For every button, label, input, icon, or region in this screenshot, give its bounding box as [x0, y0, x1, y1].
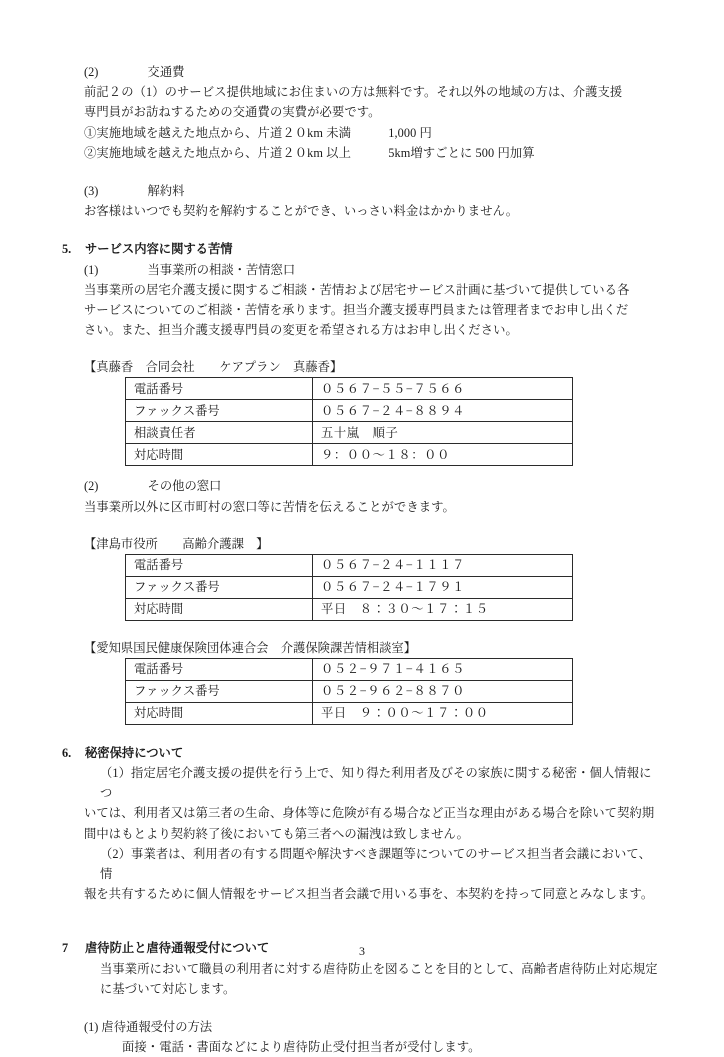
- subsection-heading-report-method: [84, 1017, 662, 1037]
- row-label: 対応時間: [126, 444, 313, 466]
- contact-table-caption-federation: 【愛知県国民健康保険団体連合会 介護保険課苦情相談室】: [84, 640, 417, 655]
- contact-table-city-hall: [125, 554, 573, 621]
- spacer: [62, 999, 662, 1017]
- contact-table-caption-office: 【真藤香 合同会社 ケアプラン 真藤香】: [84, 360, 343, 375]
- table-row: [126, 422, 573, 444]
- transport-body-line1: 前記２の（1）のサービス提供地域にお住まいの方は無料です。それ以外の地域の方は、介護支援: [84, 85, 623, 100]
- subsection-heading-transport: [84, 62, 662, 82]
- spacer: [62, 725, 662, 743]
- table-row: [126, 702, 573, 724]
- contact-table-federation: [125, 658, 573, 725]
- table-row: [126, 598, 573, 620]
- row-label: ファックス番号: [126, 576, 313, 598]
- cancellation-body: お客様はいつでも契約を解約することができ、いっさい料金はかかりません。: [84, 204, 519, 219]
- page-number: 3: [359, 944, 365, 958]
- spacer: [62, 904, 662, 938]
- subsection-title: 解約料: [147, 184, 185, 199]
- row-label: ファックス番号: [126, 680, 313, 702]
- spacer: [62, 466, 662, 476]
- row-label: 相談責任者: [126, 422, 313, 444]
- row-value: ０５６７−５５−７５６６: [313, 378, 573, 400]
- confidentiality-p1-line1: （1）指定居宅介護支援の提供を行う上で、知り得た利用者及びその家族に関する秘密・個人情報につ: [100, 766, 652, 801]
- other-desk-body: 当事業所以外に区市町村の窓口等に苦情を伝えることができます。: [84, 499, 455, 514]
- row-value: 五十嵐 順子: [313, 422, 573, 444]
- transport-bullet-2: ②実施地域を越えた地点から、片道２０km 以上 5km増すごとに 500 円加算: [84, 145, 535, 160]
- section-title: サービス内容に関する苦情: [85, 242, 233, 257]
- subsection-marker: (2): [84, 65, 99, 79]
- row-value: ０５２−９７１−４１６５: [313, 658, 573, 680]
- contact-table-caption-city-hall: 【津島市役所 高齢介護課 】: [84, 536, 269, 551]
- confidentiality-p1-line3: 間中はもとより契約終了後においても第三者への漏洩は致しません。: [84, 826, 470, 841]
- abuse-prevention-line2: に基づいて対応します。: [100, 981, 236, 996]
- row-value: ０５６７−２４−１１１７: [313, 554, 573, 576]
- table-row: [126, 400, 573, 422]
- row-label: 対応時間: [126, 598, 313, 620]
- subsection-heading-complaint-desk: [84, 260, 662, 280]
- transport-bullet-1: ①実施地域を越えた地点から、片道２０km 未満 1,000 円: [84, 125, 432, 140]
- transport-body-line2: 専門員がお訪ねするための交通費の実費が必要です。: [84, 105, 381, 120]
- section-number: 7: [62, 941, 69, 956]
- row-label: 電話番号: [126, 658, 313, 680]
- spacer: [62, 517, 662, 535]
- abuse-prevention-line1: 当事業所において職員の利用者に対する虐待防止を図ることを目的として、高齢者虐待防止対応規定: [100, 961, 658, 976]
- subsection-title: 当事業所の相談・苦情窓口: [147, 262, 296, 277]
- confidentiality-p1-line2: いては、利用者又は第三者の生命、身体等に危険が有る場合など正当な理由がある場合を除いて契約期: [84, 806, 655, 821]
- subsection-title: 虐待通報受付の方法: [101, 1020, 213, 1035]
- subsection-marker: (3): [84, 184, 99, 199]
- document-content: [62, 62, 662, 1057]
- section-heading-5: [62, 239, 662, 259]
- row-label: 電話番号: [126, 378, 313, 400]
- subsection-marker: (1): [84, 262, 99, 277]
- section-number: 5.: [62, 242, 72, 257]
- row-value: ０５２−９６２−８８７０: [313, 680, 573, 702]
- table-row: [126, 680, 573, 702]
- row-label: 対応時間: [126, 702, 313, 724]
- confidentiality-p2-line1: （2）事業者は、利用者の有する問題や解決すべき課題等についてのサービス担当者会議において、情: [100, 846, 651, 882]
- subsection-marker: (1): [84, 1020, 99, 1035]
- complaint-desk-line3: さい。また、担当介護支援専門員の変更を希望される方はお申し出ください。: [84, 323, 518, 338]
- subsection-title: 交通費: [147, 65, 185, 79]
- table-row: [126, 576, 573, 598]
- row-value: ９：００〜１８：００: [313, 444, 573, 466]
- table-row: [126, 378, 573, 400]
- subsection-marker: (2): [84, 479, 99, 494]
- row-label: 電話番号: [126, 554, 313, 576]
- complaint-desk-line2: サービスについてのご相談・苦情を承ります。担当介護支援専門員または管理者までお申し出くだ: [84, 303, 629, 318]
- report-method-body: 面接・電話・書面などにより虐待防止受付担当者が受付します。: [122, 1040, 481, 1055]
- spacer: [62, 340, 662, 358]
- subsection-title: その他の窓口: [147, 479, 222, 494]
- section-title: 虐待防止と虐待通報受付について: [85, 941, 270, 956]
- subsection-heading-other-desk: [84, 476, 662, 496]
- row-value: 平日 ８：３０〜１７：１５: [313, 598, 573, 620]
- row-value: ０５６７−２４−１７９１: [313, 576, 573, 598]
- spacer: [62, 221, 662, 239]
- row-label: ファックス番号: [126, 400, 313, 422]
- subsection-heading-cancellation: [84, 181, 662, 201]
- table-row: [126, 444, 573, 466]
- spacer: [62, 163, 662, 181]
- row-value: ０５６７−２４−８８９４: [313, 400, 573, 422]
- spacer: [62, 621, 662, 639]
- table-row: [126, 658, 573, 680]
- contact-table-office: [125, 377, 573, 466]
- table-row: [126, 554, 573, 576]
- confidentiality-p2-line2: 報を共有するために個人情報をサービス担当者会議で用いる事を、本契約を持って同意とみなします。: [84, 887, 654, 902]
- complaint-desk-line1: 当事業所の居宅介護支援に関するご相談・苦情および居宅サービス計画に基づいて提供している各: [84, 282, 630, 297]
- section-number: 6.: [62, 745, 72, 760]
- section-title: 秘密保持について: [85, 745, 184, 760]
- row-value: 平日 ９：００〜１７：００: [313, 702, 573, 724]
- section-heading-6: [62, 743, 662, 763]
